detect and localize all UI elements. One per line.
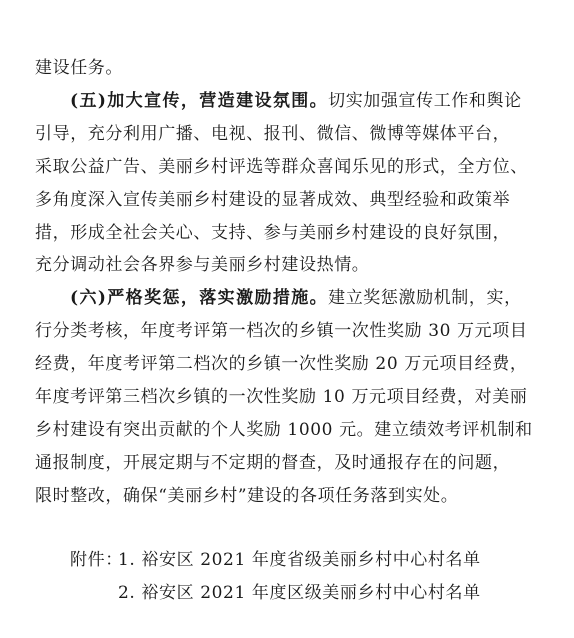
section6-first-line	[70, 286, 522, 310]
continuation-line	[35, 56, 123, 80]
section6-line-6: 限时整改，确保“美丽乡村”建设的各项任务落到实处。	[35, 486, 459, 506]
section5-line-3: 多角度深入宣传美丽乡村建设的显著成效、典型经验和政策举	[35, 190, 511, 210]
attachment-item-1: 1. 裕安区 2021 年度省级美丽乡村中心村名单	[118, 550, 481, 570]
section5-line-4: 措，形成全社会关心、支持、参与美丽乡村建设的良好氛围，	[35, 223, 511, 243]
section5-line-1: 引导，充分利用广播、电视、报刊、微信、微博等媒体平台，	[35, 124, 511, 144]
section6-line-0: 建立奖惩激励机制，实，	[328, 288, 522, 308]
attachments-label: 附件：	[70, 550, 123, 570]
section5-first-line	[70, 89, 522, 113]
section6-line-1: 行分类考核，年度考评第一档次的乡镇一次性奖励 30 万元项目	[35, 321, 528, 341]
section6-heading: (六)严格奖惩，落实激励措施。	[70, 288, 329, 308]
section6-line-3: 年度考评第三档次乡镇的一次性奖励 10 万元项目经费，对美丽	[35, 387, 528, 407]
section6-line-5: 通报制度，开展定期与不定期的督查，及时通报存在的问题，	[35, 453, 511, 473]
section5-heading: (五)加大宣传，营造建设氛围。	[70, 91, 329, 111]
continuation-text: 建设任务。	[35, 58, 123, 78]
section5-line-0: 切实加强宣传工作和舆论	[328, 91, 522, 111]
section6-line-4: 乡村建设有突出贡献的个人奖励 1000 元。建立绩效考评机制和	[35, 420, 533, 440]
section6-line-2: 经费，年度考评第二档次的乡镇一次性奖励 20 万元项目经费，	[35, 354, 528, 374]
attachment-item-2: 2. 裕安区 2021 年度区级美丽乡村中心村名单	[118, 583, 481, 603]
section5-line-5: 充分调动社会各界参与美丽乡村建设热情。	[35, 255, 370, 275]
section5-line-2: 采取公益广告、美丽乡村评选等群众喜闻乐见的形式，全方位、	[35, 157, 528, 177]
